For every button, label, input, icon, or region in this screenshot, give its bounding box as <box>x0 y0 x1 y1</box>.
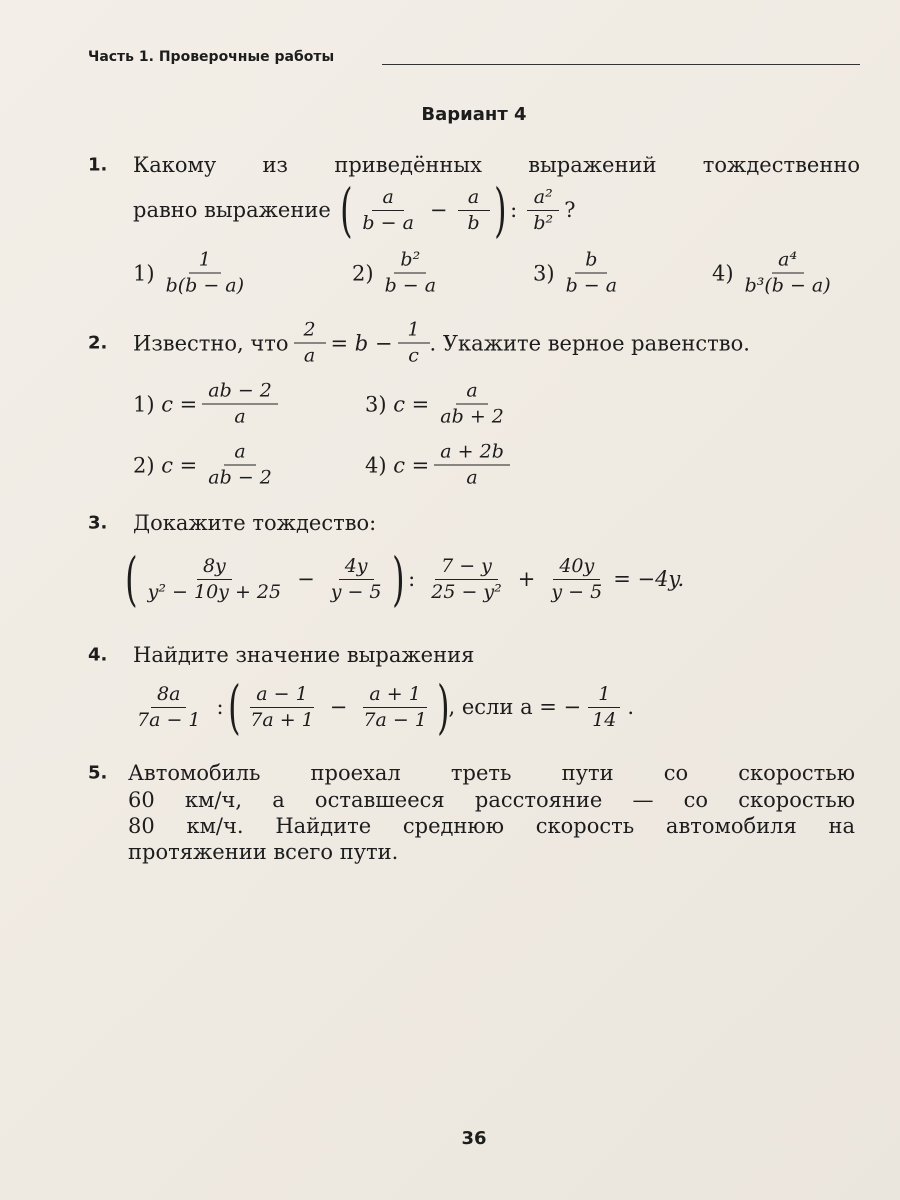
question-4-text: Найдите значение выражения <box>133 643 475 667</box>
question-4-number: 4. <box>88 644 108 666</box>
question-5-line: протяжении всего пути. <box>128 840 399 864</box>
fraction: $\frac{a - 1}{7a + 1}$ <box>250 682 314 731</box>
fraction: $\frac{1}{b(b - a)}$ <box>165 248 245 297</box>
fraction: $\frac{7 - y}{\text{25 − y²}}$ <box>431 554 502 603</box>
fraction: $\frac{a}{ab + 2}$ <box>440 379 504 428</box>
question-3-text: Докажите тождество: <box>133 511 377 535</box>
q1-option-4: 4) $\frac{\text{a⁴}}{\text{b³(b − a)}}$ <box>712 248 842 299</box>
header-rule <box>382 64 860 65</box>
fraction: $\frac{2}{a}$ <box>294 318 326 369</box>
fraction: $\frac{\text{a⁴}}{\text{b³(b − a)}}$ <box>744 248 831 297</box>
page-number: 36 <box>461 1128 487 1149</box>
q2-option-3: 3) c = $\frac{a}{ab + 2}$ <box>365 379 515 430</box>
fraction: $\frac{a}{b - a}$ <box>362 185 414 234</box>
fraction: $\frac{8a}{7a - 1}$ <box>137 682 201 731</box>
question-1-expression <box>133 176 576 244</box>
fraction: $\frac{8y}{\text{y² − 10y + 25}}$ <box>147 554 282 603</box>
section-header: Часть 1. Проверочные работы <box>88 49 335 65</box>
fraction: $\frac{ab - 2}{a}$ <box>202 379 278 430</box>
question-3-expression: ( $\frac{8y}{\text{y² − 10y + 25}}$ − $\frac{4y}{y - 5}$ ) : $\frac{7 - y}{\text{25 − y²}}$ + $\frac{40y}{y - 5}$ = −4y. <box>125 545 685 613</box>
fraction: $\frac{a}{b}$ <box>458 185 490 236</box>
fraction: $\frac{b}{b - a}$ <box>565 248 618 297</box>
question-4-expression: $\frac{8a}{7a - 1}$ : ( $\frac{a - 1}{7a + 1}$ − $\frac{a + 1}{7a - 1}$ ) , если a = − $\frac{1}{14}$ . <box>126 677 634 737</box>
question-5-line: 80 км/ч. Найдите среднюю скорость автомобиля на <box>128 814 855 838</box>
question-3-number: 3. <box>88 512 108 534</box>
paren-open: ( <box>339 176 353 244</box>
fraction: $\frac{\text{a²}}{\text{b²}}$ <box>527 185 559 236</box>
variant-title: Вариант 4 <box>421 104 527 125</box>
question-1-number: 1. <box>88 154 108 176</box>
q1-label: равно выражение <box>133 198 331 222</box>
operator: − <box>429 198 448 222</box>
question-mark: ? <box>564 198 576 222</box>
fraction: $\frac{a + 1}{7a - 1}$ <box>363 682 427 731</box>
fraction: $\frac{a + 2b}{a}$ <box>434 440 510 491</box>
fraction: $\frac{a}{ab - 2}$ <box>208 440 272 489</box>
q1-option-1: 1) $\frac{1}{b(b - a)}$ <box>133 248 255 299</box>
question-2-number: 2. <box>88 332 108 354</box>
fraction: $\frac{1}{c}$ <box>398 318 430 369</box>
operator: : <box>510 198 518 222</box>
fraction: $\frac{40y}{y - 5}$ <box>551 554 603 603</box>
question-5-number: 5. <box>88 762 108 784</box>
q2-option-1: 1) c = $\frac{ab - 2}{a}$ <box>133 379 283 430</box>
question-2-text: Известно, что $\frac{2}{a}$ = b − $\frac{1}{c}$ . Укажите верное равенство. <box>133 318 750 367</box>
paren-close: ) <box>493 176 507 244</box>
q2-option-4: 4) c = $\frac{a + 2b}{a}$ <box>365 440 515 491</box>
question-5-line: Автомобиль проехал треть пути со скоростью <box>128 761 855 785</box>
q2-option-2: 2) c = $\frac{a}{ab - 2}$ <box>133 440 283 491</box>
fraction: $\frac{4y}{y - 5}$ <box>330 554 382 603</box>
question-1-text: Какому из приведённых выражений тождественно <box>133 153 860 177</box>
q1-option-2: 2) $\frac{\text{b²}}{b - a}$ <box>352 248 447 299</box>
fraction: $\frac{1}{14}$ <box>586 682 622 733</box>
question-5-line: 60 км/ч, а оставшееся расстояние — со скоростью <box>128 788 855 812</box>
fraction: $\frac{\text{b²}}{b - a}$ <box>384 248 437 297</box>
q1-option-3: 3) $\frac{b}{b - a}$ <box>533 248 628 299</box>
